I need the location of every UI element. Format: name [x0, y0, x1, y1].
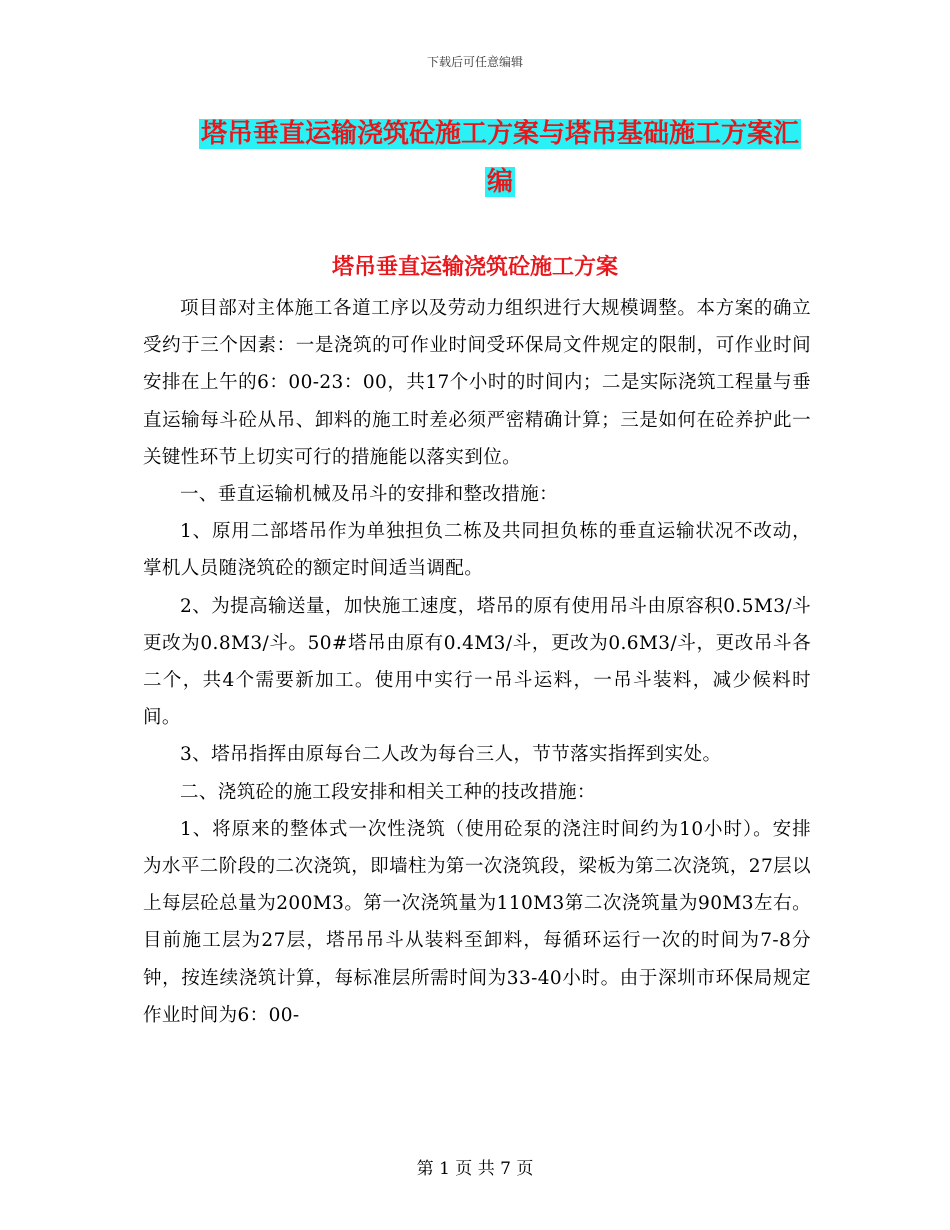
document-body [143, 290, 811, 1034]
header-note: 下载后可任意编辑 [426, 55, 523, 69]
paragraph: 2、为提高输送量，加快施工速度，塔吊的原有使用吊斗由原容积0.5M3/斗更改为0.8M3/斗。50#塔吊由原有0.4M3/斗，更改为0.6M3/斗，更改吊斗各二个，共4个需要新加工。使用中实行一吊斗运料，一吊斗装料，减少候料时间。 [143, 595, 811, 729]
paragraph: 二、浇筑砼的施工段安排和相关工种的技改措施： [180, 781, 596, 803]
document-title-line-1: 塔吊垂直运输浇筑砼施工方案与塔吊基础施工方案汇 [200, 119, 799, 149]
paragraph: 项目部对主体施工各道工序以及劳动力组织进行大规模调整。本方案的确立受约于三个因素：一是浇筑的可作业时间受环保局文件规定的限制，可作业时间安排在上午的6：00-23：00，共17个小时的时间内；二是实际浇筑工程量与垂直运输每斗砼从吊、卸料的施工时差必须严密精确计算；三是如何在砼养护此一关键性环节上切实可行的措施能以落实到位。 [143, 298, 811, 468]
document-title-line-2: 编 [486, 167, 513, 197]
page-number-footer: 第 1 页 共 7 页 [416, 1159, 534, 1179]
section-title: 塔吊垂直运输浇筑砼施工方案 [331, 255, 618, 280]
paragraph: 1、原用二部塔吊作为单独担负二栋及共同担负栋的垂直运输状况不改动，掌机人员随浇筑砼的额定时间适当调配。 [143, 521, 811, 580]
document-title [190, 110, 810, 206]
paragraph: 1、将原来的整体式一次性浇筑（使用砼泵的浇注时间约为10小时）。安排为水平二阶段的二次浇筑，即墙柱为第一次浇筑段，梁板为第二次浇筑，27层以上每层砼总量为200M3。第一次浇筑量为110M3第二次浇筑量为90M3左右。目前施工层为27层，塔吊吊斗从装料至卸料，每循环运行一次的时间为7-8分钟，按连续浇筑计算，每标准层所需时间为33-40小时。由于深圳市环保局规定作业时间为6：00- [143, 818, 811, 1026]
paragraph: 3、塔吊指挥由原每台二人改为每台三人，节节落实指挥到实处。 [180, 744, 722, 766]
paragraph: 一、垂直运输机械及吊斗的安排和整改措施： [180, 484, 559, 506]
